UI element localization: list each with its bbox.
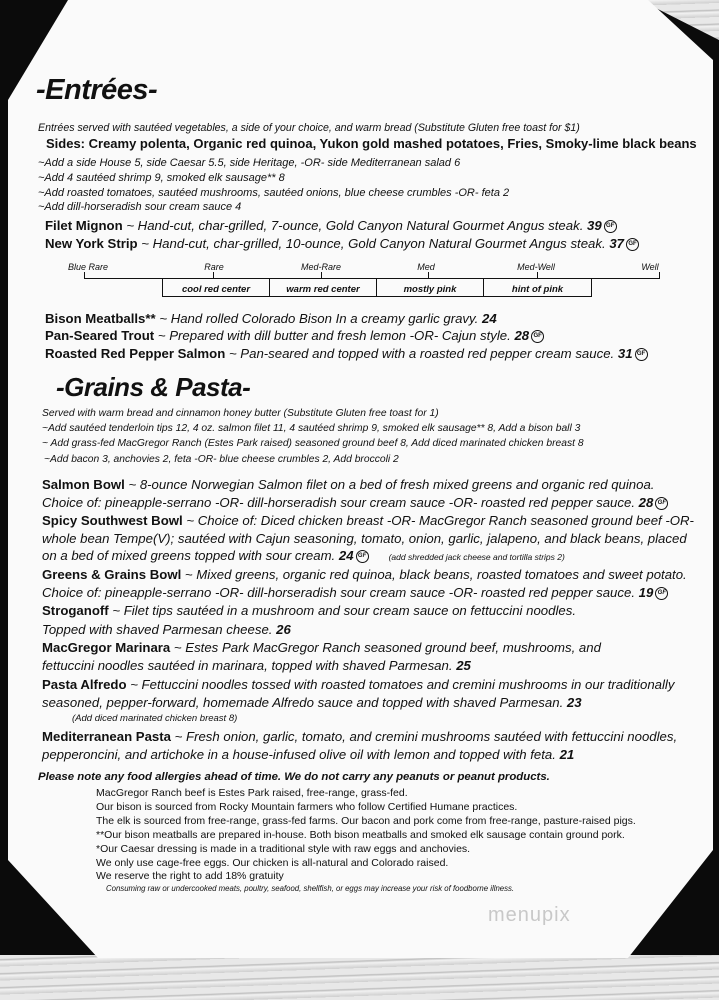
- footer-note: *Our Caesar dressing is made in a traditional style with raw eggs and anchovies.: [96, 843, 471, 855]
- scale-tick: [537, 272, 538, 279]
- doneness-label: Rare: [204, 262, 224, 272]
- menu-item-macgregor-marinara: [42, 640, 601, 655]
- item-name: Spicy Southwest Bowl: [42, 513, 183, 528]
- item-name: Pan-Seared Trout: [45, 328, 155, 343]
- menu-item-pan-seared-trout: [45, 328, 544, 343]
- item-name: Stroganoff: [42, 603, 109, 618]
- grains-intro: Served with warm bread and cinnamon honey butter (Substitute Gluten free toast for 1): [42, 408, 439, 419]
- gluten-free-icon: GF: [356, 550, 369, 563]
- item-name: Mediterranean Pasta: [42, 729, 171, 744]
- doneness-label: Med: [417, 262, 435, 272]
- item-desc: ~ Hand-cut, char-grilled, 7-ounce, Gold Canyon Natural Gourmet Angus steak.: [122, 218, 584, 233]
- item-desc-cont: [42, 658, 471, 673]
- item-desc: ~ Filet tips sautéed in a mushroom and sour cream sauce on fettuccini noodles.: [108, 603, 576, 618]
- item-price: 24: [338, 548, 354, 563]
- item-price: 31: [617, 346, 633, 361]
- grains-addon: ~Add bacon 3, anchovies 2, feta -OR- blue cheese crumbles 2, Add broccoli 2: [44, 454, 399, 465]
- item-desc: on a bed of mixed greens topped with sour cream.: [42, 548, 336, 563]
- item-desc-cont: [42, 747, 574, 762]
- grains-addon: ~Add sautéed tenderloin tips 12, 4 oz. salmon filet 11, 4 sautéed shrimp 9, smoked elk sausage** 8, Add a bison ball 3: [42, 423, 581, 434]
- item-desc: seasoned, pepper-forward, homemade Alfredo sauce and topped with shaved Parmesan.: [42, 695, 564, 710]
- gluten-free-icon: GF: [531, 330, 544, 343]
- item-desc-cont: [42, 695, 582, 710]
- gluten-free-icon: GF: [604, 220, 617, 233]
- grains-title: -Grains & Pasta-: [56, 372, 251, 402]
- gluten-free-icon: GF: [655, 587, 668, 600]
- item-name: Bison Meatballs**: [45, 311, 156, 326]
- footer-note: The elk is sourced from free-range, grass-fed farms. Our bacon and pork come from free-range, pasture-raised pigs.: [96, 815, 636, 827]
- scale-tick: [428, 272, 429, 279]
- gluten-free-icon: GF: [626, 238, 639, 251]
- entrees-addon: ~Add a side House 5, side Caesar 5.5, side Heritage, -OR- side Mediterranean salad 6: [38, 157, 461, 169]
- allergy-notice: Please note any food allergies ahead of time. We do not carry any peanuts or peanut products.: [38, 771, 550, 783]
- item-name: Greens & Grains Bowl: [42, 567, 182, 582]
- item-desc: ~ Hand-cut, char-grilled, 10-ounce, Gold Canyon Natural Gourmet Angus steak.: [137, 236, 606, 251]
- entrees-sides: Sides: Creamy polenta, Organic red quinoa, Yukon gold mashed potatoes, Fries, Smoky-lime black beans: [46, 136, 697, 151]
- item-desc: ~ Choice of: Diced chicken breast -OR- MacGregor Ranch seasoned ground beef -OR-: [182, 513, 694, 528]
- entrees-addon: ~Add 4 sautéed shrimp 9, smoked elk sausage** 8: [38, 172, 285, 184]
- item-desc: ~ Fettuccini noodles tossed with roasted tomatoes and cremini mushrooms in our traditionally: [126, 677, 675, 692]
- footer-note: MacGregor Ranch beef is Estes Park raised, free-range, grass-fed.: [96, 787, 408, 799]
- item-name: Salmon Bowl: [42, 477, 125, 492]
- item-price: 37: [609, 236, 624, 251]
- item-name: Roasted Red Pepper Salmon: [45, 346, 226, 361]
- doneness-label: Blue Rare: [67, 262, 109, 272]
- item-price: 39: [587, 218, 602, 233]
- entrees-intro: Entrées served with sautéed vegetables, a side of your choice, and warm bread (Substitute Gluten free toast for $1): [38, 122, 580, 134]
- item-price: 24: [481, 311, 497, 326]
- item-desc: whole bean Tempe(V); sautéed with Cajun seasoning, tomato, onion, garlic, jalapeno, and black beans, placed: [42, 531, 687, 546]
- menu-item-bison-meatballs: [45, 311, 497, 326]
- scale-tick: [213, 272, 214, 279]
- item-desc: ~ Fresh onion, garlic, tomato, and cremini mushrooms sautéed with fettuccini noodles,: [171, 729, 678, 744]
- menu-item-salmon-bowl: [42, 477, 654, 492]
- item-desc: ~ Hand rolled Colorado Bison In a creamy garlic gravy.: [155, 311, 479, 326]
- watermark: menupix: [488, 904, 571, 926]
- menu-item-spicy-southwest-bowl: [42, 513, 694, 528]
- menu-item-pasta-alfredo: [42, 677, 674, 692]
- entrees-addon: ~Add dill-horseradish sour cream sauce 4: [38, 201, 242, 213]
- doneness-label: Med-Rare: [300, 262, 342, 272]
- item-note: (add shredded jack cheese and tortilla strips 2): [388, 552, 565, 562]
- menu-item-new-york-strip: [45, 236, 639, 251]
- item-desc: fettuccini noodles sautéed in marinara, topped with shaved Parmesan.: [42, 658, 453, 673]
- menu-item-greens-grains-bowl: [42, 567, 687, 582]
- item-price: 28: [638, 495, 654, 510]
- footer-note: We only use cage-free eggs. Our chicken is all-natural and Colorado raised.: [96, 857, 449, 869]
- entrees-title: -Entrées-: [36, 74, 158, 106]
- item-desc-cont: [42, 495, 668, 510]
- footer-note: **Our bison meatballs are prepared in-house. Both bison meatballs and smoked elk sausage contain ground pork.: [96, 829, 625, 841]
- menu-item-stroganoff: [42, 603, 576, 618]
- menu-item-mediterranean-pasta: [42, 729, 677, 744]
- scale-tick: [84, 272, 85, 279]
- scale-tick: [321, 272, 322, 279]
- item-name: Pasta Alfredo: [42, 677, 127, 692]
- doneness-desc: warm red center: [269, 279, 377, 297]
- item-price: 25: [456, 658, 471, 673]
- doneness-label: Med-Well: [517, 262, 555, 272]
- item-desc: ~ 8-ounce Norwegian Salmon filet on a bed of fresh mixed greens and organic red quinoa.: [124, 477, 655, 492]
- menu-item-red-pepper-salmon: [45, 346, 648, 361]
- item-name: MacGregor Marinara: [42, 640, 171, 655]
- item-desc: ~ Mixed greens, organic red quinoa, black beans, roasted tomatoes and sweet potato.: [181, 567, 687, 582]
- item-note: (Add diced marinated chicken breast 8): [72, 713, 238, 724]
- entrees-addon: ~Add roasted tomatoes, sautéed mushrooms, sautéed onions, blue cheese crumbles -OR- feta 2: [38, 187, 510, 199]
- item-price: 19: [638, 585, 654, 600]
- item-price: 21: [559, 747, 575, 762]
- item-desc: Choice of: pineapple-serrano -OR- dill-horseradish sour cream sauce -OR- roasted red pepper sauce.: [42, 495, 635, 510]
- item-desc-cont: [42, 622, 291, 637]
- item-name: Filet Mignon: [45, 218, 123, 233]
- item-name: New York Strip: [45, 236, 138, 251]
- footer-note: Our bison is sourced from Rocky Mountain farmers who follow Certified Humane practices.: [96, 801, 518, 813]
- item-price: 23: [566, 695, 582, 710]
- item-desc: ~ Estes Park MacGregor Ranch seasoned ground beef, mushrooms, and: [170, 640, 601, 655]
- menu-item-filet-mignon: [45, 218, 617, 233]
- grains-addon: ~ Add grass-fed MacGregor Ranch (Estes Park raised) seasoned ground beef 8, Add diced marinated chicken breast 8: [42, 438, 584, 449]
- item-desc: pepperoncini, and artichoke in a house-infused olive oil with lemon and topped with feta.: [42, 747, 556, 762]
- gluten-free-icon: GF: [655, 497, 668, 510]
- item-desc: Topped with shaved Parmesan cheese.: [42, 622, 273, 637]
- item-price: 26: [276, 622, 291, 637]
- steak-doneness-scale: [66, 262, 660, 302]
- item-desc-cont: [42, 548, 565, 563]
- item-desc-cont: [42, 585, 668, 600]
- doneness-desc: mostly pink: [376, 279, 484, 297]
- foodborne-disclaimer: Consuming raw or undercooked meats, poultry, seafood, shellfish, or eggs may increase your risk of foodborne illness.: [106, 884, 515, 893]
- doneness-label: Well: [641, 262, 659, 272]
- scale-tick: [659, 272, 660, 279]
- item-desc: Choice of: pineapple-serrano -OR- dill-horseradish sour cream sauce -OR- roasted red pepper sauce.: [42, 585, 635, 600]
- item-desc: ~ Pan-seared and topped with a roasted red pepper cream sauce.: [225, 346, 615, 361]
- footer-note: We reserve the right to add 18% gratuity: [96, 870, 284, 882]
- item-price: 28: [514, 328, 530, 343]
- doneness-desc: cool red center: [162, 279, 270, 297]
- gluten-free-icon: GF: [635, 348, 648, 361]
- doneness-desc: hint of pink: [483, 279, 592, 297]
- item-desc: ~ Prepared with dill butter and fresh lemon -OR- Cajun style.: [154, 328, 511, 343]
